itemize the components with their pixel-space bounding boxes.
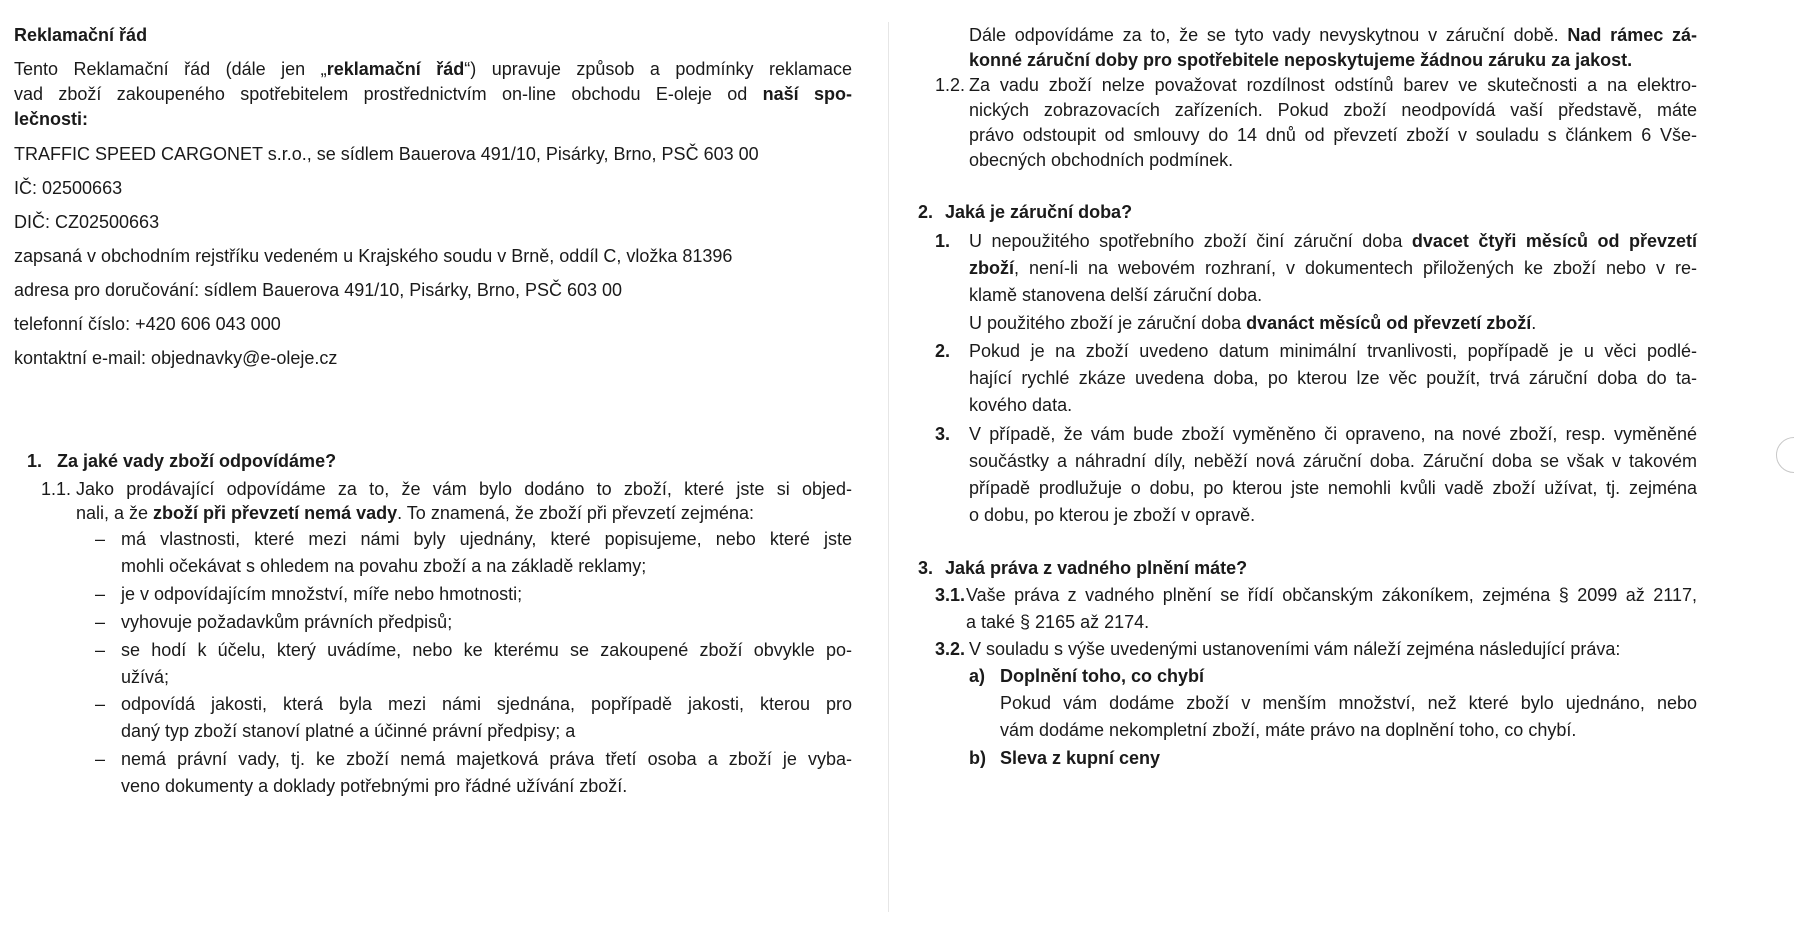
section-3-heading: Jaká práva z vadného plnění máte? <box>945 558 1248 578</box>
company-dic: DIČ: CZ02500663 <box>14 212 160 232</box>
intro-line-2: vad zboží zakoupeného spotřebitelem prostřednictvím on-line obchodu E-oleje od naší spo- <box>14 84 852 104</box>
bullet-3: vyhovuje požadavkům právních předpisů; <box>121 612 453 632</box>
clause-1-1-line-2: nali, a že zboží při převzetí nemá vady. To znamená, že zboží při převzetí zejména: <box>76 503 754 523</box>
clause-3-2-line-1: V souladu s výše uvedenými ustanoveními vám náleží zejména následující práva: <box>969 639 1621 659</box>
company-register: zapsaná v obchodním rejstříku vedeném u Krajského soudu v Brně, oddíl C, vložka 81396 <box>14 246 733 266</box>
intro-line-1: Tento Reklamační řád (dále jen „reklamační řád“) upravuje způsob a podmínky reklamace <box>14 59 852 79</box>
item-2-1-line-1: U nepoužitého spotřebního zboží činí záruční doba dvacet čtyři měsíců od převzetí <box>969 231 1697 251</box>
item-2-1-line-2: zboží, není-li na webovém rozhraní, v dokumentech přiložených ke zboží nebo v re- <box>969 258 1697 278</box>
clause-3-1-number: 3.1. <box>935 585 966 605</box>
company-ic: IČ: 02500663 <box>14 178 123 198</box>
contact-email: kontaktní e-mail: objednavky@e-oleje.cz <box>14 348 338 368</box>
bullet-4-line-1: se hodí k účelu, který uvádíme, nebo ke kterému se zakoupené zboží obvykle po- <box>121 640 852 660</box>
section-1-number: 1. <box>27 451 43 471</box>
section-1-heading: Za jaké vady zboží odpovídáme? <box>57 451 337 471</box>
bullet-dash: – <box>95 749 106 769</box>
bullet-5-line-1: odpovídá jakosti, která byla mezi námi sjednána, popřípadě jakosti, kterou pro <box>121 694 852 714</box>
clause-1-2-line-4: obecných obchodních podmínek. <box>969 150 1234 170</box>
right-b-heading: Sleva z kupní ceny <box>1000 748 1161 768</box>
scroll-handle[interactable] <box>1776 437 1794 473</box>
clause-1-2-line-2: nických zobrazovacích zařízeních. Pokud zboží neodpovídá vaší představě, máte <box>969 100 1697 120</box>
section-2-number: 2. <box>918 202 934 222</box>
clause-3-1-line-1: Vaše práva z vadného plnění se řídí občanským zákoníkem, zejména § 2099 až 2117, <box>966 585 1697 605</box>
clause-1-1-number: 1.1. <box>41 479 72 499</box>
clause-3-2-number: 3.2. <box>935 639 966 659</box>
item-2-1-line-4: U použitého zboží je záruční doba dvanáct měsíců od převzetí zboží. <box>969 313 1537 333</box>
bullet-6-line-1: nemá právní vady, tj. ke zboží nemá majetková práva třetí osoba a zboží je vyba- <box>121 749 852 769</box>
bullet-1-line-2: mohli očekávat s ohledem na povahu zboží a na základě reklamy; <box>121 556 647 576</box>
item-2-3-line-4: o dobu, po kterou je zboží v opravě. <box>969 505 1256 525</box>
item-2-2-line-1: Pokud je na zboží uvedeno datum minimální trvanlivosti, popřípadě je u věci podlé- <box>969 341 1697 361</box>
right-a-heading: Doplnění toho, co chybí <box>1000 666 1204 686</box>
continuation-line-2: konné záruční doby pro spotřebitele neposkytujeme žádnou záruku za jakost. <box>969 50 1633 70</box>
delivery-address: adresa pro doručování: sídlem Bauerova 491/10, Pisárky, Brno, PSČ 603 00 <box>14 280 623 300</box>
item-2-2-number: 2. <box>935 341 951 361</box>
section-2-heading: Jaká je záruční doba? <box>945 202 1133 222</box>
bullet-dash: – <box>95 612 106 632</box>
item-2-3-line-2: součástky a náhradní díly, neběží nová záruční doba. Záruční doba se však v takovém <box>969 451 1697 471</box>
continuation-line-1: Dále odpovídáme za to, že se tyto vady nevyskytnou v záruční době. Nad rámec zá- <box>969 25 1697 45</box>
bullet-1-line-1: má vlastnosti, které mezi námi byly ujednány, které popisujeme, nebo které jste <box>121 529 852 549</box>
section-3-number: 3. <box>918 558 934 578</box>
right-b-label: b) <box>969 748 986 768</box>
item-2-1-line-3: klamě stanovena delší záruční doba. <box>969 285 1263 305</box>
bullet-dash: – <box>95 640 106 660</box>
clause-3-1-line-2: a také § 2165 až 2174. <box>966 612 1150 632</box>
clause-1-2-number: 1.2. <box>935 75 966 95</box>
bullet-2: je v odpovídajícím množství, míře nebo hmotnosti; <box>121 584 523 604</box>
bullet-6-line-2: veno dokumenty a doklady potřebnými pro řádné užívání zboží. <box>121 776 628 796</box>
bullet-5-line-2: daný typ zboží stanoví platné a účinné právní předpisy; a <box>121 721 576 741</box>
item-2-3-number: 3. <box>935 424 951 444</box>
company-info: TRAFFIC SPEED CARGONET s.r.o., se sídlem Bauerova 491/10, Pisárky, Brno, PSČ 603 00 <box>14 144 759 164</box>
bullet-dash: – <box>95 584 106 604</box>
bullet-dash: – <box>95 694 106 714</box>
item-2-2-line-3: kového data. <box>969 395 1073 415</box>
clause-1-2-line-1: Za vadu zboží nelze považovat rozdílnost odstínů barev ve skutečnosti a na elektro- <box>969 75 1697 95</box>
right-a-line-2: vám dodáme nekompletní zboží, máte právo na doplnění toho, co chybí. <box>1000 720 1577 740</box>
bullet-4-line-2: užívá; <box>121 667 170 687</box>
item-2-2-line-2: hající rychlé zkáze uvedena doba, po kterou lze věc použít, trvá záruční doba do ta- <box>969 368 1697 388</box>
intro-line-3: lečnosti: <box>14 109 89 129</box>
clause-1-2-line-3: právo odstoupit od smlouvy do 14 dnů od převzetí zboží v souladu s článkem 6 Vše- <box>969 125 1697 145</box>
item-2-1-number: 1. <box>935 231 951 251</box>
document-title: Reklamační řád <box>14 25 148 45</box>
phone-number: telefonní číslo: +420 606 043 000 <box>14 314 281 334</box>
column-divider <box>888 22 889 912</box>
bullet-dash: – <box>95 529 106 549</box>
right-a-label: a) <box>969 666 986 686</box>
clause-1-1-line-1: Jako prodávající odpovídáme za to, že vám bylo dodáno to zboží, které jste si objed- <box>76 479 852 499</box>
item-2-3-line-1: V případě, že vám bude zboží vyměněno či opraveno, na nové zboží, resp. vyměněné <box>969 424 1697 444</box>
right-a-line-1: Pokud vám dodáme zboží v menším množství, než které bylo ujednáno, nebo <box>1000 693 1697 713</box>
item-2-3-line-3: případě prodlužuje o dobu, po kterou jste nemohli kvůli vadě zboží užívat, tj. zejména <box>969 478 1697 498</box>
